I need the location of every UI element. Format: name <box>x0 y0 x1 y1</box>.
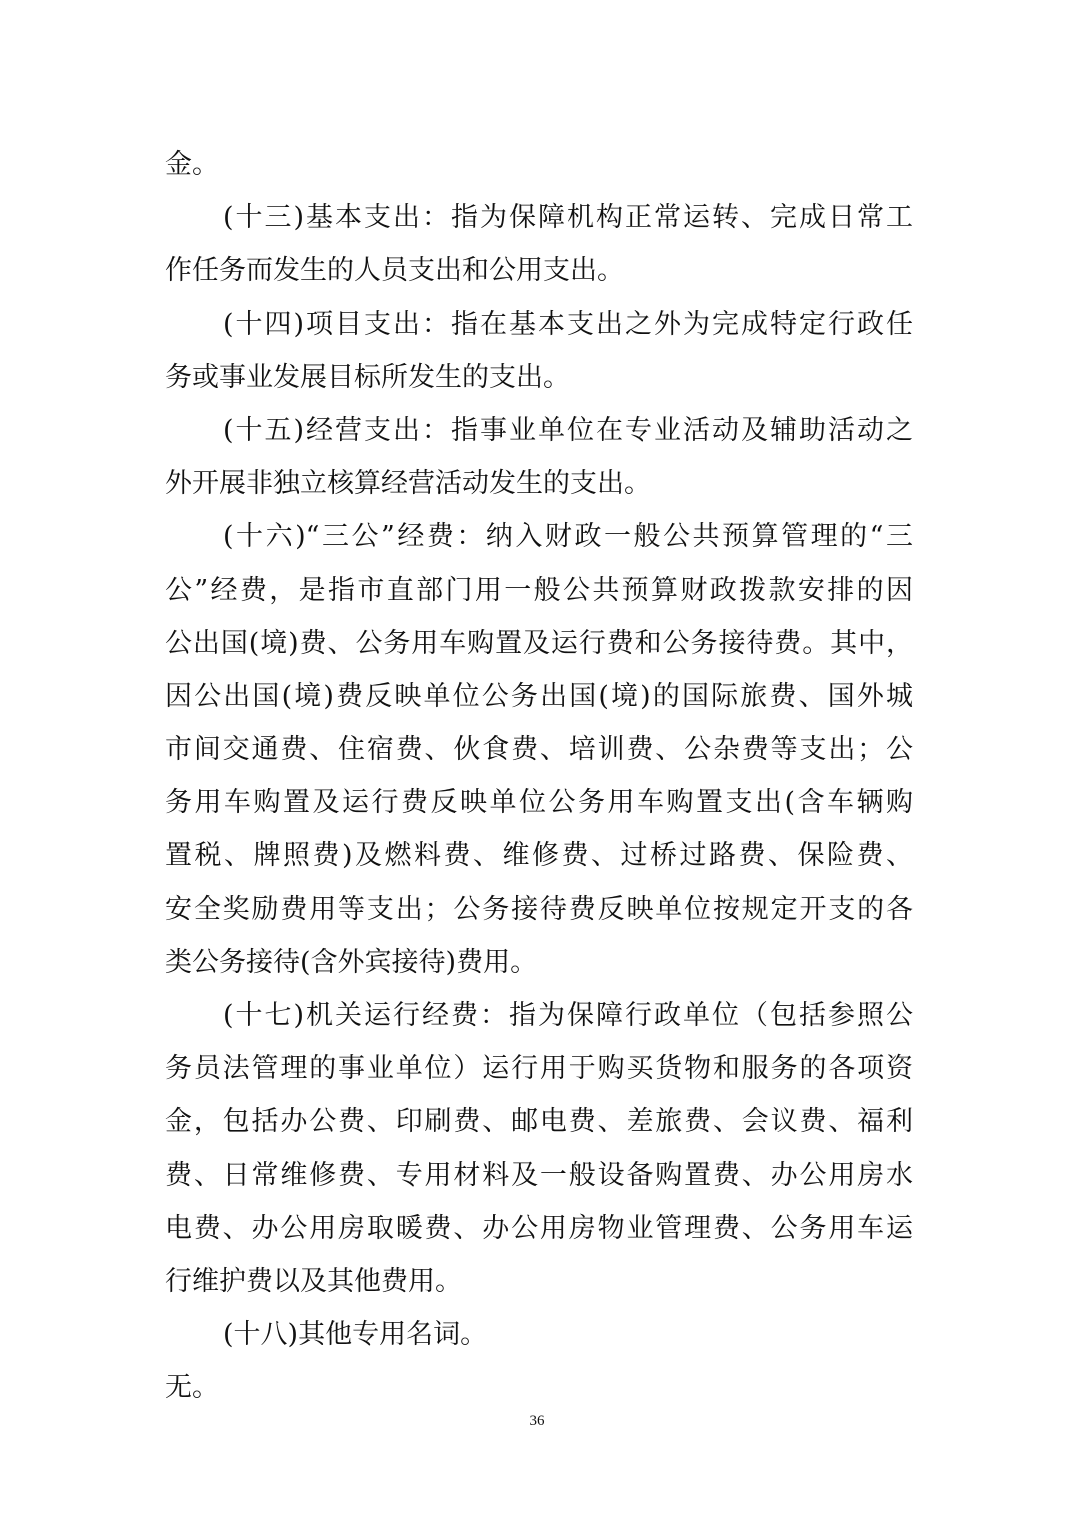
text-line: 置税、牌照费)及燃料费、维修费、过桥过路费、保险费、 <box>165 840 913 872</box>
text-line: 作任务而发生的人员支出和公用支出。 <box>165 255 624 287</box>
text-line: 务或事业发展目标所发生的支出。 <box>165 361 570 393</box>
text-line: 行维护费以及其他费用。 <box>165 1265 462 1297</box>
text-line: 无。 <box>165 1372 219 1404</box>
text-line: 金。 <box>165 149 219 180</box>
text-line: 费、日常维修费、专用材料及一般设备购置费、办公用房水 <box>165 1159 913 1191</box>
text-line: (十七)机关运行经费：指为保障行政单位（包括参照公 <box>223 1000 913 1031</box>
text-line: (十三)基本支出：指为保障机构正常运转、完成日常工 <box>223 202 913 234</box>
page-number: 36 <box>529 1413 545 1429</box>
text-line: 公”经费，是指市直部门用一般公共预算财政拨款安排的因 <box>165 574 913 606</box>
text-line: 类公务接待(含外宾接待)费用。 <box>165 946 538 978</box>
text-line: 电费、办公用房取暖费、办公用房物业管理费、公务用车运 <box>165 1212 913 1244</box>
text-line: 务用车购置及运行费反映单位公务用车购置支出(含车辆购 <box>165 787 913 819</box>
text-line: 公出国(境)费、公务用车购置及运行费和公务接待费。其中， <box>165 627 913 659</box>
text-line: (十五)经营支出：指事业单位在专业活动及辅助活动之 <box>223 414 913 446</box>
text-line: 市间交通费、住宿费、伙食费、培训费、公杂费等支出；公 <box>165 734 913 766</box>
text-line: (十八)其他专用名词。 <box>223 1319 488 1351</box>
text-line: 金，包括办公费、印刷费、邮电费、差旅费、会议费、福利 <box>165 1106 913 1138</box>
text-line: 外开展非独立核算经营活动发生的支出。 <box>165 468 651 500</box>
text-line: 因公出国(境)费反映单位公务出国(境)的国际旅费、国外城 <box>165 680 913 712</box>
body-text <box>165 138 913 1415</box>
text-line: (十四)项目支出：指在基本支出之外为完成特定行政任 <box>223 308 913 340</box>
text-line: (十六)“三公”经费：纳入财政一般公共预算管理的“三 <box>223 521 913 553</box>
text-line: 务员法管理的事业单位）运行用于购买货物和服务的各项资 <box>165 1053 913 1085</box>
text-line: 安全奖励费用等支出；公务接待费反映单位按规定开支的各 <box>165 893 913 925</box>
